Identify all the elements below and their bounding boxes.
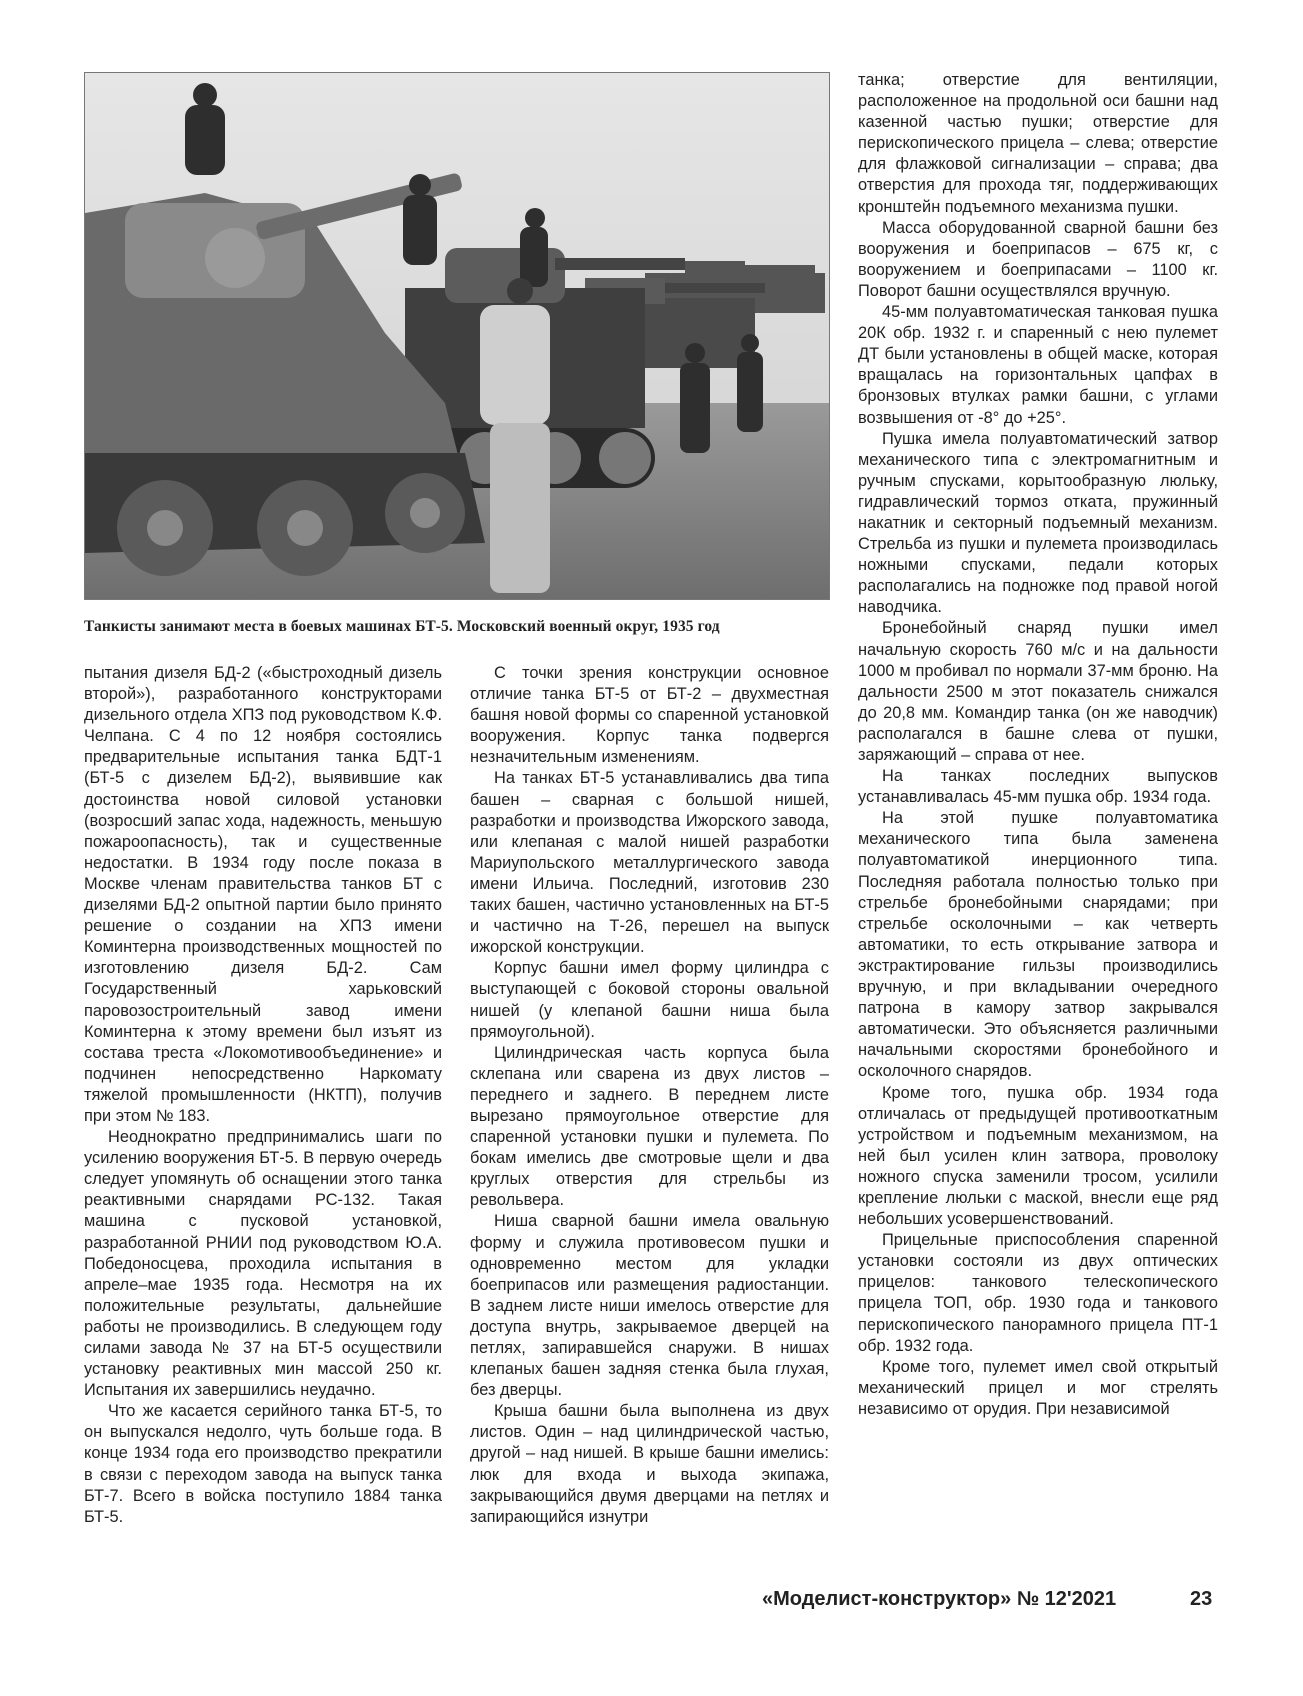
paragraph: Корпус башни имел форму цилиндра с выступающей с боковой стороны овальной нишей (у клепаной башни ниша была прямоугольной). (470, 959, 829, 1041)
paragraph: С точки зрения конструкции основное отличие танка БТ-5 от БТ-2 – двухместная башня новой формы со спаренной установкой вооружения. Корпус танка подвергся незначительным изменениям. (470, 664, 829, 767)
paragraph: Крыша башни была выполнена из двух листов. Один – над цилиндрической частью, другой – над нишей. В крыше башни имелись: люк для входа и выхода экипажа, закрывающийся двумя дверцами на петлях и запирающийся изнутри (470, 1402, 829, 1526)
paragraph: На танках БТ-5 устанавливались два типа башен – сварная с большой нишей, разработки и производства Ижорского завода, или клепаная с малой нишей разработки Мариупольского металлургического завода имени Ильича. Последний, изготовив 230 таких башен, частично установленных на БТ-5 и частично на Т-26, перешел на выпуск ижорской конструкции. (470, 769, 829, 957)
paragraph: Пушка имела полуавтоматический затвор механического типа с электромагнитным и ручным спусками, корытообразную люльку, гидравлический тормоз отката, пружинный накатник и секторный подъемный механизм. Стрельба из пушки и пулемета производилась ножными спусками, педали которых располагались на подножке под правой ногой наводчика. (858, 429, 1218, 617)
paragraph: пытания дизеля БД-2 («быстроходный дизель второй»), разработанного конструкторами дизельного отдела ХПЗ под руководством К.Ф. Челпана. С 4 по 12 ноября состоялись предварительные испытания танка БДТ-1 (БТ-5 с дизелем БД-2), выявившие как достоинства новой силовой установки (возросший запас хода, надежность, меньшую пожароопасность), так и существенные недостатки. В 1934 году после показа в Москве членам правительства танков БТ с дизелями БД-2 опытной партии было принято решение о создании на ХПЗ имени Коминтерна производственных мощностей по изготовлению дизеля БД-2. Сам Государственный харьковский паровозостроительный завод имени Коминтерна к этому времени был изъят из состава треста «Локомотивообъединение» и подчинен непосредственно Наркомату тяжелой промышленности (НКТП), получив при этом № 183. (84, 664, 442, 1125)
tank-photo (84, 72, 830, 600)
paragraph: Кроме того, пушка обр. 1934 года отличалась от предыдущей противооткатным устройством и подъемным механизмом, на ней был усилен клин затвора, проволоку ножного спуска заменили тросом, усилили крепление люльки с маской, внесли еще ряд небольших усовершенствований. (858, 1083, 1218, 1229)
paragraph: На танках последних выпусков устанавливалась 45-мм пушка обр. 1934 года. (858, 767, 1218, 807)
paragraph: Неоднократно предпринимались шаги по усилению вооружения БТ-5. В первую очередь следует упомянуть об оснащении этого танка реактивными снарядами РС-132. Такая машина с пусковой установкой, разработанной РНИИ под руководством Ю.А. Победоносцева, проходила испытания в апреле–мае 1935 года. Несмотря на их положительные результаты, дальнейшие работы не производились. В следующем году силами завода № 37 на БТ-5 осуществили установку реактивных мин массой 250 кг. Испытания их завершились неудачно. (84, 1128, 442, 1400)
text-column-2 (470, 663, 829, 1528)
paragraph: Кроме того, пулемет имел свой открытый механический прицел и мог стрелять независимо от орудия. При независимой (858, 1357, 1218, 1418)
paragraph: Что же касается серийного танка БТ-5, то он выпускался недолго, чуть больше года. В конце 1934 года его производство прекратили в связи с переходом завода на выпуск танка БТ-7. Всего в войска поступило 1884 танка БТ-5. (84, 1402, 442, 1526)
paragraph: Ниша сварной башни имела овальную форму и служила противовесом пушки и одновременно местом для укладки боеприпасов или размещения радиостанции. В заднем листе ниши имелось отверстие для доступа внутрь, закрываемое дверцей на петлях, запиравшейся снаружи. В нишах клепаных башен задняя стенка была глухая, без дверцы. (470, 1212, 829, 1400)
figure-caption: Танкисты занимают места в боевых машинах БТ-5. Московский военный округ, 1935 год (84, 618, 720, 635)
paragraph: Прицельные приспособления спаренной установки состояли из двух оптических прицелов: танкового телескопического прицела ТОП, обр. 1930 года и танкового перископического панорамного прицела ПТ-1 обр. 1932 года. (858, 1231, 1218, 1355)
paragraph: 45-мм полуавтоматическая танковая пушка 20К обр. 1932 г. и спаренный с нею пулемет ДТ были установлены в общей маске, которая вращалась на горизонтальных цапфах в бронзовых втулках рамки башни, с углами возвышения от -8° до +25°. (858, 303, 1218, 427)
tank-photo-illustration (85, 73, 829, 599)
paragraph: Масса оборудованной сварной башни без вооружения и боеприпасов – 675 кг, с вооружением и боеприпасами – 1100 кг. Поворот башни осуществлялся вручную. (858, 218, 1218, 300)
paragraph: Цилиндрическая часть корпуса была склепана или сварена из двух листов – переднего и заднего. В переднем листе вырезано прямоугольное отверстие для спаренной установки пушки и пулемета. По бокам имелись две смотровые щели и два круглых отверстия для стрельбы из револьвера. (470, 1043, 829, 1210)
text-column-1 (84, 663, 442, 1528)
text-column-3 (858, 70, 1218, 1420)
paragraph: танка; отверстие для вентиляции, расположенное на продольной оси башни над казенной частью пушки; отверстие для перископического прицела – слева; отверстие для флажковой сигнализации – справа; два отверстия для прохода тяг, поддерживающих кронштейн подъемного механизма пушки. (858, 71, 1218, 216)
paragraph: Бронебойный снаряд пушки имел начальную скорость 760 м/с и на дальности 1000 м пробивал по нормали 37-мм броню. На дальности 2500 м этот показатель снижался до 20,8 мм. Командир танка (он же наводчик) располагался в башне слева от пушки, заряжающий – справа от нее. (858, 619, 1218, 764)
page-number: 23 (1190, 1588, 1213, 1610)
paragraph: На этой пушке полуавтоматика механического типа была заменена полуавтоматикой инерционного типа. Последняя работала полностью только при стрельбе бронебойными снарядами; при стрельбе осколочными – как четверть автоматики, то есть открывание затвора и экстрактирование гильзы производились вручную, и при вкладывании очередного патрона в камору затвор закрывался автоматически. Это объясняется различными начальными скоростями бронебойного и осколочного снарядов. (858, 809, 1218, 1081)
journal-title: «Моделист-конструктор» № 12'2021 (762, 1588, 1117, 1610)
